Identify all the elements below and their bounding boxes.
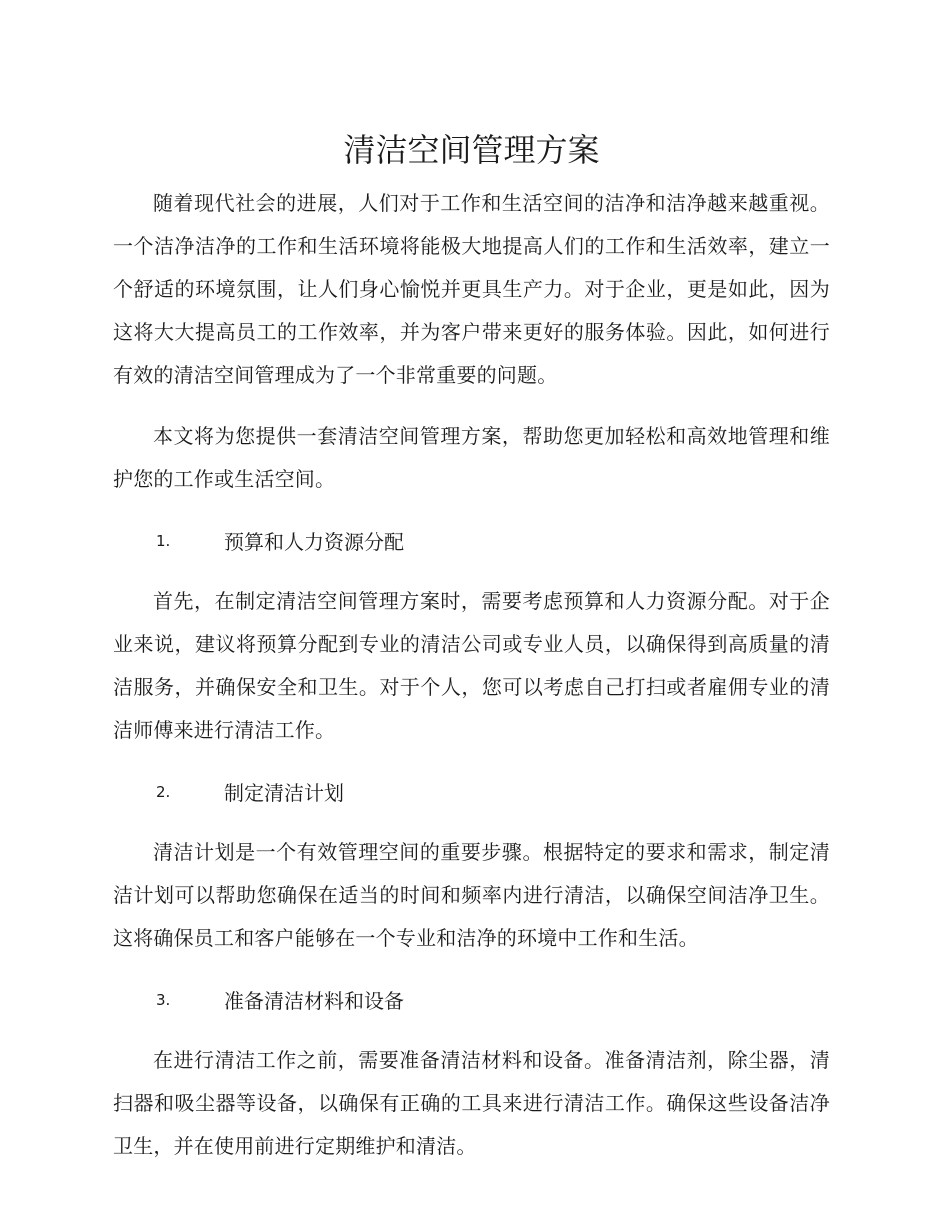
section-body-3: 在进行清洁工作之前，需要准备清洁材料和设备。准备清洁剂，除尘器，清扫器和吸尘器等设备，以确保有正确的工具来进行清洁工作。确保这些设备洁净卫生，并在使用前进行定期维护和清洁。 <box>113 1048 830 1158</box>
section-heading-2 <box>113 770 830 813</box>
intro-paragraph-1: 随着现代社会的进展，人们对于工作和生活空间的洁净和洁净越来越重视。一个洁净洁净的工作和生活环境将能极大地提高人们的工作和生活效率，建立一个舒适的环境氛围，让人们身心愉悦并更具生产力。对于企业，更是如此，因为这将大大提高员工的工作效率，并为客户带来更好的服务体验。因此，如何进行有效的清洁空间管理成为了一个非常重要的问题。 <box>113 191 830 387</box>
intro-paragraph-2: 本文将为您提供一套清洁空间管理方案，帮助您更加轻松和高效地管理和维护您的工作或生活空间。 <box>113 424 830 491</box>
section-heading-1 <box>113 519 830 562</box>
section-title: 预算和人力资源分配 <box>224 530 404 554</box>
section-heading-3 <box>113 978 830 1021</box>
section-body-2: 清洁计划是一个有效管理空间的重要步骤。根据特定的要求和需求，制定清洁计划可以帮助您确保在适当的时间和频率内进行清洁，以确保空间洁净卫生。这将确保员工和客户能够在一个专业和洁净的环境中工作和生活。 <box>113 840 830 950</box>
section-number: 1. <box>156 531 171 550</box>
section-title: 制定清洁计划 <box>224 781 344 805</box>
section-title: 准备清洁材料和设备 <box>224 989 404 1013</box>
document-title: 清洁空间管理方案 <box>343 131 600 169</box>
section-body-1: 首先，在制定清洁空间管理方案时，需要考虑预算和人力资源分配。对于企业来说，建议将预算分配到专业的清洁公司或专业人员，以确保得到高质量的清洁服务，并确保安全和卫生。对于个人，您可以考虑自己打扫或者雇佣专业的清洁师傅来进行清洁工作。 <box>113 589 830 742</box>
section-number: 3. <box>156 990 171 1009</box>
section-number: 2. <box>156 782 171 801</box>
